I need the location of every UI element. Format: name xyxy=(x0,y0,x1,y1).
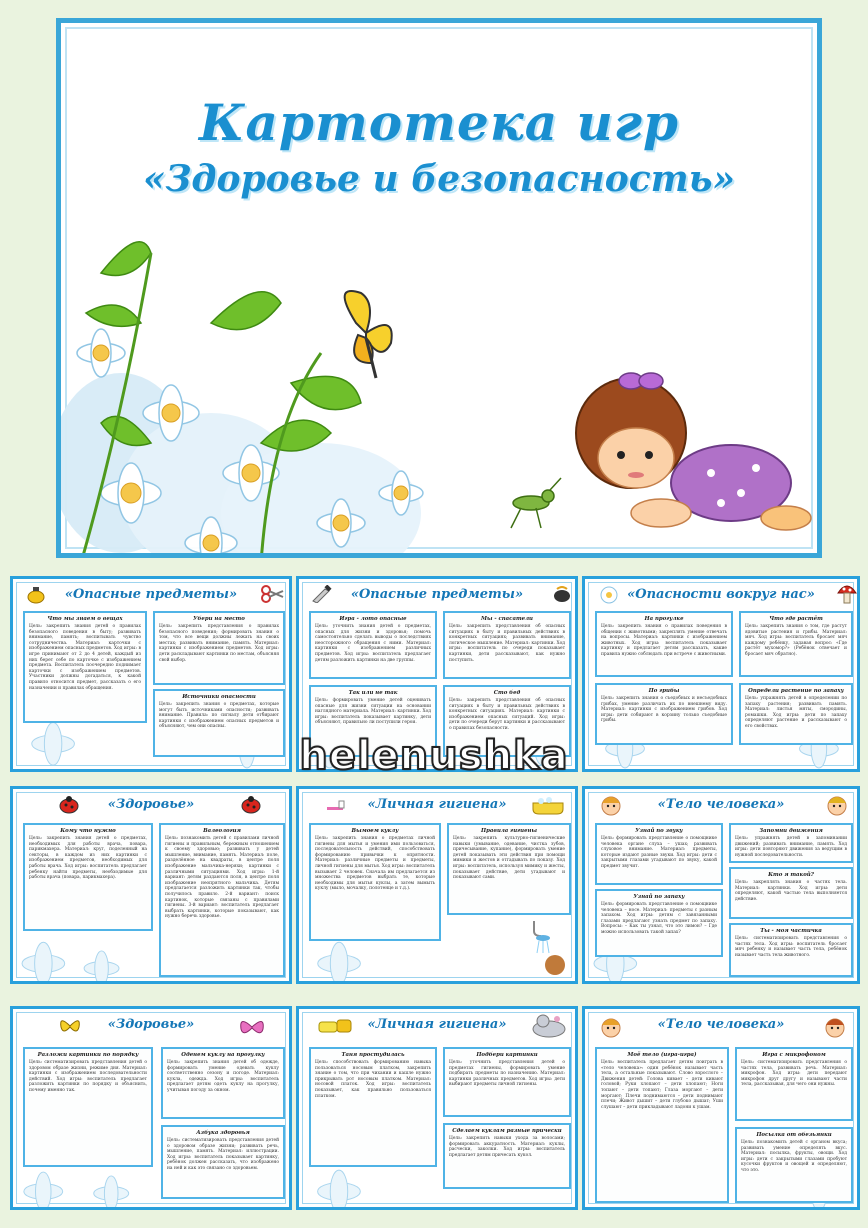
game-text: Цель: систематизировать представления детей о здоровом образе жизни, режиме дня. Материал: картинки с изображением последовательности действий. Ход игры: воспитатель предлагает разложить картинки по порядку и объяснить, почему именно так. xyxy=(29,1060,147,1093)
game-title: Правила гигиены xyxy=(481,828,537,834)
game-title: Определи растение по запаху xyxy=(748,688,844,694)
game-title: Вымоем куклу xyxy=(351,828,399,834)
game-text: Цель: упражнять детей в запоминании движений; развивать внимание, память. Ход игры: дети повторяют движения за ведущим в нужной последовательности. xyxy=(735,836,847,858)
game-title: Запомни движения xyxy=(759,828,823,834)
card-title: «Опасные предметы» xyxy=(64,587,238,602)
game-box xyxy=(309,1047,437,1167)
game-box xyxy=(309,611,437,679)
card-health-1 xyxy=(10,786,292,984)
watermark-text: helenushka xyxy=(299,733,569,779)
grasshopper-icon xyxy=(511,478,561,528)
card-title: «Тело человека» xyxy=(657,1017,785,1032)
game-box xyxy=(595,889,723,957)
game-title: Сто бед xyxy=(493,690,521,696)
game-text: Цель: формировать представление о помощнике человека органе слуха – ушах; развивать слуховое внимание. Материал: предметы, которые издают разные звуки. Ход игры: дети с закрытыми глазами угадывают по звуку, какой предмет звучит. xyxy=(601,836,717,869)
card-title: «Опасности вокруг нас» xyxy=(627,587,815,602)
game-box xyxy=(729,867,853,919)
game-text: Цель: закрепить навыки ухода за волосами; формировать аккуратность. Материал: куклы, расчески, заколки. Ход игры: воспитатель предлагает детям причесать кукол. xyxy=(449,1136,565,1158)
card-human-body-2 xyxy=(582,1006,860,1210)
game-title: Сделаем куклам разные прически xyxy=(452,1128,562,1134)
game-box xyxy=(309,823,441,941)
game-text: Цель: закрепить знания детей об одежде, формировать умение одевать куклу соответственно сезону и погоде. Материал: кукла, одежда. Ход игры: воспитатель предлагает детям одеть куклу на прогулку, учитывая погоду за окном. xyxy=(167,1060,279,1093)
card-hygiene-1 xyxy=(296,786,578,984)
game-box xyxy=(161,1047,285,1119)
cover-panel xyxy=(56,18,822,558)
game-title: Узнай по звуку xyxy=(635,828,683,834)
game-title: Так или не так xyxy=(348,690,398,696)
shower-icon xyxy=(529,921,569,977)
card-human-body-1 xyxy=(582,786,860,984)
game-text: Цель: закрепить знания детей о предметах, необходимых для работы врача, повара, парикмахера. Материал: круг, поделенный на секторы, в каждом из них картинки с изображением предметов, необходимых для работы врача. Ход игры: воспитатель предлагает ребенку найти предметы, необходимые для работы врача (повара, парикмахера). xyxy=(29,836,147,881)
game-box xyxy=(447,823,571,915)
game-title: Узнай по запаху xyxy=(633,894,685,900)
game-text: Цель: уточнить знания детей о предметах, опасных для жизни и здоровья; помочь самостоятельно сделать выводы о последствиях неосторожного обращения с ними. Материал: картинки с изображением различных предметов. Ход игры: воспитатель предлагает детям разложить картинки на две группы. xyxy=(315,624,431,663)
game-box xyxy=(729,923,853,977)
game-title: Моё тело (игра-игра) xyxy=(627,1052,697,1058)
game-text: Цель: систематизировать представления о частях тела, развивать речь. Материал: микрофон. Ход игры: дети передают микрофон друг другу и называют части тела, рассказывая, для чего они нужны. xyxy=(741,1060,847,1088)
cover-subtitle: «Здоровье и безопасность» xyxy=(142,158,736,200)
game-text: Цель: способствовать формированию навыка пользоваться носовым платком, закрепить знание о том, что при чихании и кашле нужно прикрывать рот носовым платком. Материал: носовой платок. Ход игры: воспитатель показывает, как правильно пользоваться платком. xyxy=(315,1060,431,1099)
game-title: По грибы xyxy=(648,688,680,694)
card-title: «Здоровье» xyxy=(107,797,195,812)
game-box xyxy=(735,1127,853,1203)
game-box xyxy=(153,611,285,685)
game-box xyxy=(735,1047,853,1121)
game-box xyxy=(739,611,853,677)
game-title: Посылка от обезьянки xyxy=(756,1132,832,1138)
game-box xyxy=(443,1123,571,1189)
card-title: «Личная гигиена» xyxy=(367,797,507,812)
card-hygiene-2 xyxy=(296,1006,578,1210)
game-text: Цель: закрепить представления об опасных ситуациях в быту и правильных действиях в конкретных ситуациях. Материал: картинки с изображением опасных ситуаций. Ход игры: дети по очереди берут картинки и рассказывают о правилах безопасности. xyxy=(449,698,565,731)
butterfly-icon xyxy=(345,291,392,378)
card-title: «Опасные предметы» xyxy=(350,587,524,602)
game-title: Источники опасности xyxy=(182,694,256,700)
game-box xyxy=(443,611,571,679)
game-text: Цель: воспитатель предлагает детям поиграть в «тело человека»: один ребёнок называет часть тела, а остальные показывают. Слово взрослого – Движения детей: Голова кивает – дети кивают головой; Руки хлопают – дети хлопают; Ноги топают – дети топают; Глаза моргают – дети моргают; Плечи поднимаются – дети поднимают плечи; Живот дышит – дети глубоко дышат; Уши слушают – дети прикладывают ладони к ушам. xyxy=(601,1060,723,1110)
game-text: Цель: познакомить детей с органом вкуса; развивать умение определять вкус. Материал: посылка, фрукты, овощи. Ход игры: дети с закрытыми глазами пробуют кусочки фруктов и овощей и определяют, что это. xyxy=(741,1140,847,1173)
game-text: Цель: уточнить представления детей о предметах гигиены, формировать умение подбирать предметы по назначению. Материал: картинки различных предметов. Ход игры: дети выбирают предметы личной гигиены. xyxy=(449,1060,565,1088)
game-text: Цель: закреплять знания о частях тела. Материал: картинки. Ход игры: дети определяют, какой частью тела выполняется действие. xyxy=(735,880,847,902)
game-text: Цель: закрепить представления о правилах безопасного поведения; формировать знания о том, что все вещи должны лежать на своих местах; развивать внимание, память. Материал: картинки с изображением предметов. Ход игры: дети раскладывают картинки по местам, объясняя свой выбор. xyxy=(159,624,279,663)
game-title: Азбука здоровья xyxy=(196,1130,250,1136)
game-title: Убери на место xyxy=(193,616,245,622)
game-text: Цель: упражнять детей в определении по запаху растения; развивать память. Материал: листья мяты, смородины, ромашки. Ход игры: дети по запаху определяют растение и рассказывают о его свойствах. xyxy=(745,696,847,729)
game-box xyxy=(23,823,153,931)
game-title: Мы - спасатели xyxy=(481,616,533,622)
game-box xyxy=(595,1047,729,1203)
game-box xyxy=(443,1047,571,1117)
game-text: Цель: закрепить представления об опасных ситуациях в быту и правильных действиях в конкретных ситуациях; развивать внимание, логическое мышление. Материал: картинки. Ход игры: воспитатель по очереди показывает картинки, дети рассказывают, как нужно поступить. xyxy=(449,624,565,663)
game-box xyxy=(161,1125,285,1199)
game-title: На прогулке xyxy=(644,616,684,622)
game-title: Оденем куклу на прогулку xyxy=(181,1052,265,1058)
game-title: Кто я такой? xyxy=(768,872,814,878)
game-box xyxy=(23,1047,153,1167)
card-title: «Тело человека» xyxy=(657,797,785,812)
game-box xyxy=(595,611,733,677)
game-title: Игра - лото опасные xyxy=(339,616,407,622)
game-title: Таня простудилась xyxy=(341,1052,405,1058)
game-text: Цель: познакомить детей с правилами личной гигиены и правильным, бережным отношением к своему здоровью; развивать у детей мышление, внимание, память. Материал: поле, разделённое на квадраты, в центре поля изображение мальчика-неряхи; картинки с различными ситуациями. Ход игры: 1-й вариант: детям раздаются поля, в центре поля изображение неопрятного мальчика. Детям предлагается разложить картинки так, чтобы получилось правило. 2-й вариант: поиск картинок, которые связаны с правилами гигиены. 3-й вариант: воспитатель предлагает выбрать картинки, которые показывают, как нужно беречь здоровье. xyxy=(165,836,279,920)
game-title: Что мы знаем о вещах xyxy=(47,616,123,622)
game-text: Цель: закрепить знания о предметах, которые могут быть источниками опасности; развивать внимание. Правила: по сигналу дети отбирают картинки с изображением опасных предметов и объясняют, чем они опасны. xyxy=(159,702,279,730)
card-title: «Здоровье» xyxy=(107,1017,195,1032)
game-title: Ты - моя частичка xyxy=(760,928,822,934)
game-text: Цель: закрепить знания о съедобных и несъедобных грибах, умение различать их по внешнему виду. Материал: картинки с изображением грибов. Ход игры: дети собирают в корзину только съедобные грибы. xyxy=(601,696,727,724)
game-text: Цель: закрепить знания о том, где растут ядовитые растения и грибы. Материал: мяч. Ход игры: воспитатель бросает мяч каждому ребёнку, задавая вопрос: «Где растёт мухомор?» (Ребёнок отвечает и бросает мяч обратно). xyxy=(745,624,847,657)
card-health-2 xyxy=(10,1006,292,1210)
game-title: Валеология xyxy=(203,828,241,834)
game-text: Цель: систематизировать представления детей о здоровом образе жизни; развивать речь, мышление, память. Материал: иллюстрации. Ход игры: воспитатель показывает картинку, ребёнок должен рассказать, что изображено на ней и как это связано со здоровьем. xyxy=(167,1138,279,1171)
game-text: Цель: закрепить знания о предметах личной гигиены для мытья и умения ими пользоваться, последовательность действий, способствовать формированию привычки к опрятности. Материал: различные предметы и предметы, личной гигиены для мытья. Ход игры: воспитатель вызывает 2 человек. Сначала им предлагается из множества предметов выбрать те, которые необходимы для мытья куклы, а затем вымыть куклу (мыло, мочалку, полотенце и т.д.). xyxy=(315,836,435,892)
game-text: Цель: систематизировать представления о частях тела. Ход игры: воспитатель бросает мяч ребенку и называет часть тела, ребёнок называет часть тела животного. xyxy=(735,936,847,958)
game-text: Цель: формировать представление о помощнике человека – носе. Материал: предметы с разным запахом. Ход игры: детям с завязанными глазами предлагают узнать предмет по запаху. Вопросы: – Как ты узнал, что это лимон? – Где можно использовать такой запах? xyxy=(601,902,717,935)
game-title: Игра с микрофоном xyxy=(762,1052,826,1058)
game-text: Цель: формировать умение детей оценивать опасные для жизни ситуации на основании наглядного материала. Материал: картинки. Ход игры: воспитатель показывает картинку, дети объясняют, правильно ли поступили герои. xyxy=(315,698,431,726)
game-box xyxy=(159,823,285,977)
game-box xyxy=(23,611,147,723)
game-box xyxy=(595,823,723,885)
cover-title: Картотека игр xyxy=(199,93,679,152)
game-box xyxy=(729,823,853,863)
game-title: Кому что нужно xyxy=(60,828,116,834)
game-text: Цель: закрепить культурно-гигиенические навыки (умывание, одевание, чистка зубов, причесывание, купание), формировать умение детей показывать эти действия при помощи мимики и жестов и отгадывать по показу. Ход игры: воспитатель, используя мимику и жесты, показывает действие, дети угадывают и показывают сами. xyxy=(453,836,565,881)
game-title: Что где растёт xyxy=(769,616,823,622)
game-text: Цель: закрепить знания детей о правилах безопасного поведения в быту; развивать внимание, память; воспитывать чувство сотрудничества. Материал: карточки с изображением опасных предметов. Ход игры: в игре принимают от 2 до 4 детей, каждый из них берет себе по карточке с изображением предмета. Воспитатель поочередно поднимает карточки с изображением предметов. Участники должны догадаться, к какой правило относится предмет, рассказать о его назначении и правилах обращения. xyxy=(29,624,141,691)
game-title: Разложи картинки по порядку xyxy=(37,1052,139,1058)
game-title: Подбери картинки xyxy=(476,1052,538,1058)
crawling-girl-illustration xyxy=(576,373,811,530)
game-text: Цель: закрепить знания о правилах поведения в общении с животными; закреплять умение отвечать на вопросы. Материал: картинки с изображением животных. Ход игры: воспитатель показывает картинку и предлагает детям рассказать, какие правила нужно соблюдать при встрече с животными. xyxy=(601,624,727,657)
card-title: «Личная гигиена» xyxy=(367,1017,507,1032)
